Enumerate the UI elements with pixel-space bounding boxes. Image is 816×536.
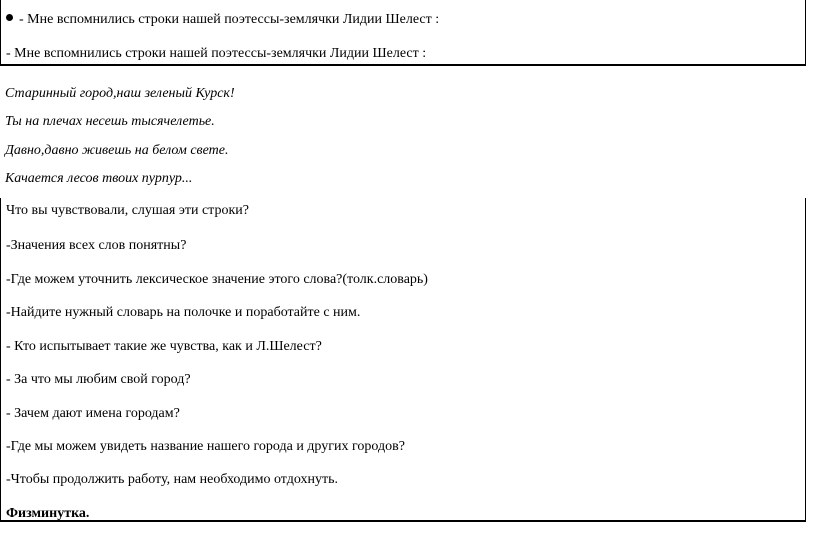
bullet-icon	[6, 14, 13, 21]
question-5: - Кто испытывает такие же чувства, как и Л.Шелест?	[6, 339, 322, 354]
poem-line-3: Давно,давно живешь на белом свете.	[5, 143, 229, 158]
poem-line-1: Старинный город,наш зеленый Курск!	[5, 86, 235, 101]
intro-line-1-text: - Мне вспомнились строки нашей поэтессы-землячки Лидии Шелест :	[19, 12, 440, 27]
intro-line-2: - Мне вспомнились строки нашей поэтессы-землячки Лидии Шелест :	[6, 46, 427, 61]
question-9: -Чтобы продолжить работу, нам необходимо отдохнуть.	[6, 472, 339, 487]
intro-box	[0, 0, 806, 66]
question-3: -Где можем уточнить лексическое значение этого слова?(толк.словарь)	[6, 272, 428, 287]
question-4: -Найдите нужный словарь на полочке и поработайте с ним.	[6, 305, 361, 320]
questions-box	[0, 198, 806, 522]
poem-line-4: Качается лесов твоих пурпур...	[5, 171, 193, 186]
question-1: Что вы чувствовали, слушая эти строки?	[6, 203, 249, 218]
poem-line-2: Ты на плечах несешь тысячелетье.	[5, 114, 215, 129]
question-7: - Зачем дают имена городам?	[6, 406, 180, 421]
fizminutka-label: Физминутка.	[6, 506, 90, 521]
intro-line-1	[6, 12, 439, 28]
question-8: -Где мы можем увидеть название нашего города и других городов?	[6, 439, 405, 454]
question-2: -Значения всех слов понятны?	[6, 238, 187, 253]
question-6: - За что мы любим свой город?	[6, 372, 191, 387]
